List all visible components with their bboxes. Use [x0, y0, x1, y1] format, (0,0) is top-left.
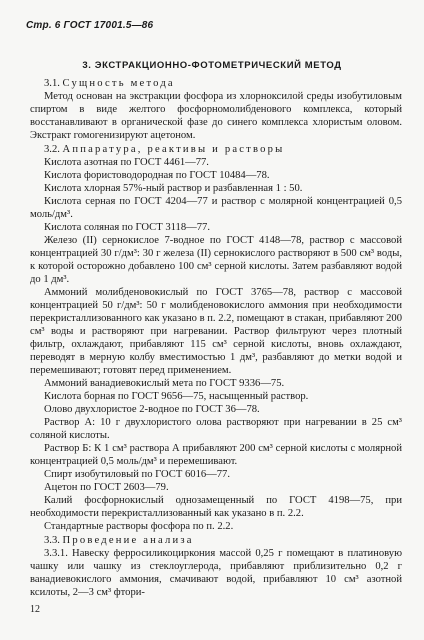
section-title: 3. ЭКСТРАКЦИОННО-ФОТОМЕТРИЧЕСКИЙ МЕТОД	[82, 60, 342, 71]
reagent-item: Стандартные растворы фосфора по п. 2.2.	[44, 521, 234, 532]
paragraph: 3.3.1. Навеску ферросиликоциркония массой 0,25 г помещают в платиновую чашку или чашку из стеклоуглерода, прибавляют приблизительно 0,2 г ванадиевокислого аммония, смачивают водой, прибавляют 10 см³ азотной ксилоты, 2—3 см³ фтори-	[30, 548, 402, 598]
reagent-item: Спирт изобутиловый по ГОСТ 6016—77.	[44, 469, 230, 480]
heading-title: Сущность метода	[62, 78, 175, 89]
reagent-item: Кислота борная по ГОСТ 9656—75, насыщенный раствор.	[44, 391, 309, 402]
heading-number: 3.3.	[44, 535, 60, 546]
subsection-heading-3-1	[30, 77, 402, 90]
reagent-item: Кислота соляная по ГОСТ 3118—77.	[44, 222, 210, 233]
reagent-item: Раствор Б: К 1 см³ раствора А прибавляют 200 см³ серной кислоты с молярной концентрацией 0,5 моль/дм³ и перемешивают.	[30, 443, 402, 467]
reagent-item: Раствор А: 10 г двухлористого олова растворяют при нагревании в 25 см³ соляной кислоты.	[30, 417, 402, 441]
reagent-item: Кислота фористоводородная по ГОСТ 10484—78.	[44, 170, 270, 181]
reagent-item: Олово двухлористое 2-водное по ГОСТ 36—78.	[44, 404, 260, 415]
document-body	[30, 76, 402, 599]
reagent-item: Железо (II) сернокислое 7-водное по ГОСТ 4148—78, раствор с массовой концентрацией 30 г/дм³: 30 г железа (II) сернокислого растворяют в 500 см³ воды, к которой осторожно добавлено 100 см³ серной кислоты. Затем разбавляют водой до 1 дм³.	[30, 235, 402, 285]
reagent-item: Кислота серная по ГОСТ 4204—77 и раствор с молярной концентрацией 0,5 моль/дм³.	[30, 196, 402, 220]
reagent-item: Аммоний ванадиевокислый мета по ГОСТ 9336—75.	[44, 378, 285, 389]
heading-title: Аппаратура, реактивы и растворы	[62, 144, 285, 155]
reagent-item: Аммоний молибденовокислый по ГОСТ 3765—78, раствор с массовой концентрацией 50 г/дм³: 50 г молибденовокислого аммония при необходимости перекристаллизованного как указано в п. 2.2, помещают в стакан, прибавляют 200 см³ воды и растворяют при нагревании. Раствор фильтруют через плотный фильтр, охлаждают, прибавляют 115 см³ серной кислоты, вновь охлаждают, переводят в мерную колбу вместимостью 1 дм³, разбавляют до метки водой и перемешивают; готовят перед применением.	[30, 287, 402, 376]
reagent-item: Кислота азотная по ГОСТ 4461—77.	[44, 157, 209, 168]
reagent-item: Кислота хлорная 57%-ный раствор и разбавленная 1 : 50.	[44, 183, 303, 194]
page-header: Стр. 6 ГОСТ 17001.5—86	[26, 20, 154, 31]
reagent-item: Ацетон по ГОСТ 2603—79.	[44, 482, 169, 493]
reagent-item: Калий фосфорнокислый однозамещенный по ГОСТ 4198—75, при необходимости перекристаллизованный как указано в п. 2.2.	[30, 495, 402, 519]
subsection-heading-3-2	[30, 143, 402, 156]
subsection-heading-3-3	[30, 534, 402, 547]
paragraph: Метод основан на экстракции фосфора из хлорноксилой среды изобутиловым спиртом в виде желтого фосфорномолибденового комплекса, который восстанавливают в органической фазе до синего комплекса хлористым оловом. Экстракт гомогенизируют ацетоном.	[30, 91, 402, 141]
page-number: 12	[30, 604, 40, 615]
heading-title: Проведение анализа	[62, 535, 194, 546]
heading-number: 3.1.	[44, 78, 60, 89]
heading-number: 3.2.	[44, 144, 60, 155]
